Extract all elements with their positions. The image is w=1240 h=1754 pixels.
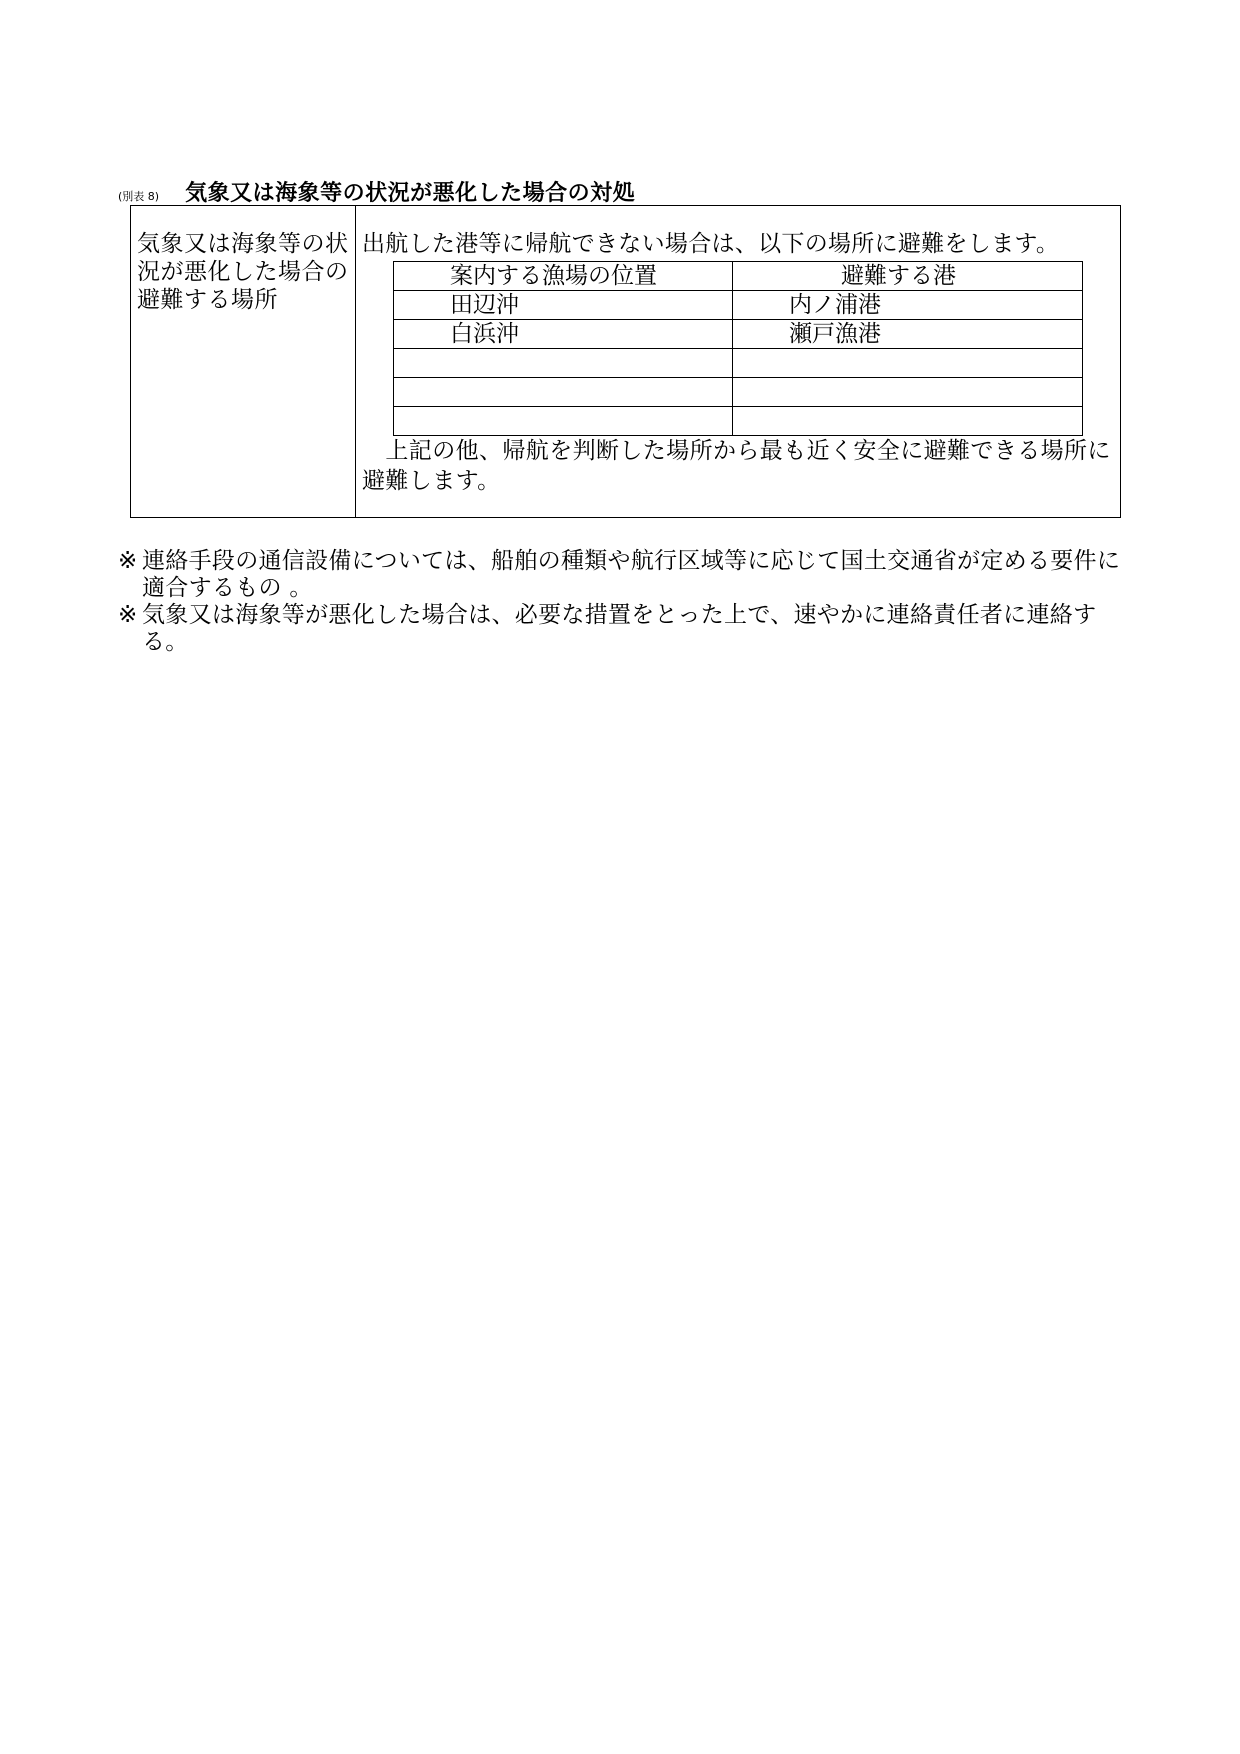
note-mark: ※ [118, 548, 138, 574]
note-text: 連絡手段の通信設備については、船舶の種類や航行区域等に応じて国土交通省が定める要件に適合するもの 。 [142, 548, 1121, 601]
port-table [393, 261, 1083, 436]
note-text: 気象又は海象等が悪化した場合は、必要な措置をとった上で、速やかに連絡責任者に連絡する。 [142, 602, 1097, 655]
additional-instruction: 上記の他、帰航を判断した場所から最も近く安全に避難できる場所に避難します。 [362, 438, 1111, 494]
refuge-port-cell [733, 378, 1083, 407]
section-heading [118, 176, 635, 207]
column-divider [355, 206, 356, 517]
evacuation-box [130, 205, 1121, 518]
row-label: 気象又は海象等の状況が悪化した場合の避難する場所 [137, 231, 349, 313]
notes [118, 548, 1128, 656]
table-row [394, 378, 1083, 407]
header-fishing-area: 案内する漁場の位置 [394, 262, 733, 291]
fishing-area-cell [394, 349, 733, 378]
fishing-area-cell: 田辺沖 [394, 291, 733, 320]
table-row [394, 349, 1083, 378]
fishing-area-cell: 白浜沖 [394, 320, 733, 349]
fishing-area-cell [394, 407, 733, 436]
intro-text: 出航した港等に帰航できない場合は、以下の場所に避難をします。 [362, 231, 1060, 257]
note-mark: ※ [118, 602, 138, 628]
refuge-port-cell [733, 407, 1083, 436]
table-row [394, 320, 1083, 349]
note-contact [118, 602, 1128, 656]
fishing-area-cell [394, 378, 733, 407]
header-refuge-port: 避難する港 [733, 262, 1083, 291]
refuge-port-cell: 内ノ浦港 [733, 291, 1083, 320]
page-title: 気象又は海象等の状況が悪化した場合の対処 [185, 181, 636, 206]
refuge-port-cell: 瀬戸漁港 [733, 320, 1083, 349]
table-row [394, 291, 1083, 320]
note-communication [118, 548, 1128, 602]
refuge-port-cell [733, 349, 1083, 378]
appendix-label: (別表 8) [118, 190, 160, 203]
table-row [394, 407, 1083, 436]
table-header-row [394, 262, 1083, 291]
